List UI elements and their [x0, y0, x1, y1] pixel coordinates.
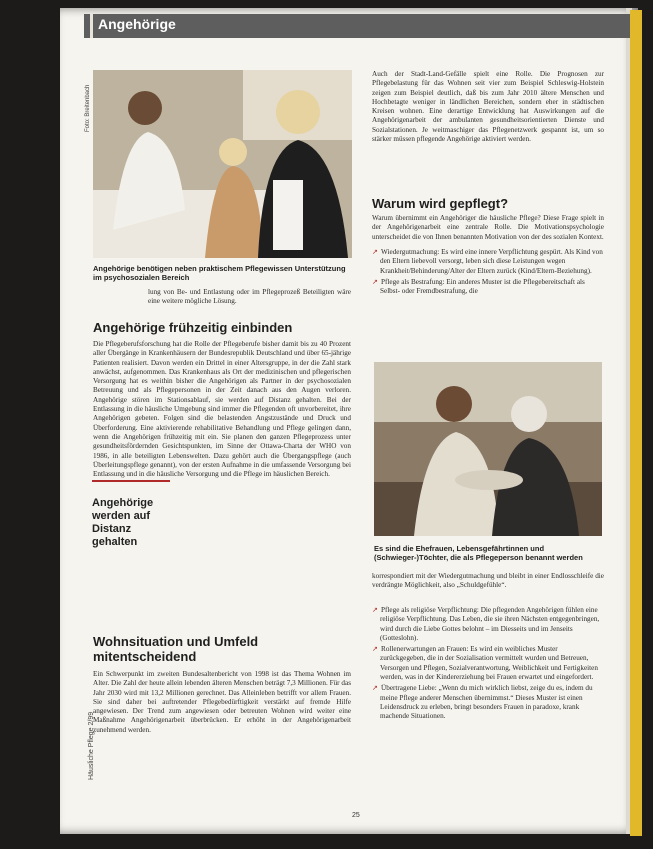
photo-caption-1: Angehörige benötigen neben praktischem Pflegewissen Unterstützung im psychosozialen Bereich	[93, 264, 346, 282]
list-item	[372, 684, 604, 721]
journal-footer: Häusliche Pflege 2/99	[88, 711, 95, 780]
arrow-marker-icon: ↗	[372, 684, 379, 693]
list-item-text: Rollenerwartungen an Frauen: Es wird ein weibliches Muster zurückgegeben, die in der Sozialisation vermittelt wurden und Betreuen, Versorgen und Pflegen, Sozialverantwortung, Weiblichkeit und Fertigkeiten werden, was in der Kindererziehung bei Frauen erwartet und eingefordert.	[380, 645, 598, 682]
motivation-list-bottom	[372, 606, 604, 796]
photo-caption-2: Es sind die Ehefrauen, Lebensgefährtinnen und (Schwieger-)Töchter, die als Pflegeperson benannt werden	[374, 544, 583, 562]
section-title-warum: Warum wird gepflegt?	[372, 196, 509, 211]
list-item-text: Pflege als Bestrafung: Ein anderes Muster ist die Pflegebereitschaft als Selbst- oder Fremdbestrafung, die	[380, 277, 585, 296]
list-item-text: Pflege als religiöse Verpflichtung: Die pflegenden Angehörigen fühlen eine religiöse Verpflichtung. Das Leben, die sie ihren Nächsten entgegenbringen, wird durch die Liebe Gottes belohnt – im Diesseits und im Jenseits (Gotteslohn).	[380, 606, 600, 642]
list-item	[372, 645, 604, 682]
arrow-marker-icon: ↗	[372, 645, 379, 654]
photo-women-kitchen	[374, 362, 602, 536]
photo-credit: Foto: Breitenbach	[85, 84, 91, 132]
list-item-text: Wiedergutmachung: Es wird eine innere Verpflichtung gespürt. Als Kind von den Eltern liebevoll versorgt, leben sich diese Leistungen wegen Krankheit/Behinderung/Alter der Eltern zurück (Kind/Eltern-Beziehung).	[380, 248, 603, 275]
photo-illustration	[93, 70, 352, 258]
list-item-text: Übertragene Liebe: „Wenn du mich wirklich liebst, zeige du es, indem du meine Pflege anderer Menschen übernimmst.“ Dieses Muster ist einen Leidensdruck zu erleben, bringt besonders Frauen in paradoxe, krank machende Situationen.	[380, 684, 593, 721]
right-continuation-text: korrespondiert mit der Wiedergutmachung und bleibt in einer Endlosschleife die verdrängte Möglichkeit, also „Schuldgefühle“.	[372, 572, 604, 590]
section-text-wohnsituation: Ein Schwerpunkt im zweiten Bundesaltenbericht von 1998 ist das Thema Wohnen im Alter. Die Zahl der heute allein lebenden älteren Menschen beträgt 7,3 Millionen. Für das Jahr 2030 wird mit 13,2 Millionen gerechnet. Das Alleinleben betrifft vor allem Frauen. Sie sind daher bei auftretender Pflegebedürftigkeit verstärkt auf fremde Hilfe angewiesen. Der Trend zum angewiesen oder betreuten Wohnen wird weiter eine Maßnahme Angehörigenarbeit überbrücken. Er erhöht in der Angehörigenarbeit zunehmend werden.	[93, 670, 351, 734]
arrow-marker-icon: ↗	[372, 606, 379, 614]
sidebar-pull-quote: Angehörige werden auf Distanz gehalten	[92, 497, 154, 548]
list-item	[372, 278, 604, 297]
page-number: 25	[352, 812, 360, 819]
header-accent-strip	[90, 14, 93, 38]
list-item	[372, 248, 604, 276]
arrow-marker-icon: ↗	[372, 248, 379, 256]
section-title-wohnsituation: Wohnsituation und Umfeld mitentscheidend	[93, 634, 259, 664]
motivation-list-top	[372, 248, 604, 356]
left-intro-text: lung von Be- und Entlastung oder im Pflegeprozeß Beteiligten wäre eine weitere mögliche Lösung.	[148, 288, 351, 306]
photo-family-consultation	[93, 70, 352, 258]
photo-illustration	[374, 362, 602, 536]
section-text-einbinden: Die Pflegeberufsforschung hat die Rolle der Pflegeberufe bisher damit bis zu 40 Prozent aller Übergänge in Krankenhäusern der Bundesrepublik Deutschland und über 65-jährige Patienten realisiert. Davon werden ein Drittel in einer Altersgruppe, in der die Zahl stark anwächst, aufgenommen. Das Krankenhaus als Ort der medizinischen und pflegerischen Versorgung hat es weithin bisher die Angehörigen als Partner in der psychosozialen Betreuung und als Pflegepersonen in der Zeit danach aus den Augen verloren. Angehörige stören im Stationsablauf, sie werden auf Distanz gehalten. Bei der Entlassung in die häusliche Umgebung sind immer die Pflegenden oft unvorbereitet, ihre Angehörigen gebeten. Folgen sind die belastenden Angstzustände und Druck und Überforderung. Eine aktivierende rehabilitative Behandlung und Pflege gelingen dann, wenn die Angehörigen frühzeitig mit ein. Sie planen den ganzen Pflegeprozess unter gesundheitsfördernden Gesichtspunkten, im Sinne der Ottawa-Charta der WHO von 1986, in alle beteiligten Lebenswelten. Dazu gehört auch die Übergangspflege (auch Überleitungspflege genannt), von der ersten Aufnahme in die umfassende Versorgung bei Entlassung und in die häusliche Versorgung und die Pflege im häuslichen Bereich.	[93, 340, 351, 479]
right-intro-text: Auch der Stadt-Land-Gefälle spielt eine Rolle. Die Prognosen zur Pflegebelastung für das Wohnen seit vier zum Beispiel Schleswig-Holstein zeigen zum Beispiel deutlich, daß bis zum Jahr 2010 ältere Menschen und Hochbetagte weniger in ländlichen Bereichen, sondern eher in städtischen Kreisen wohnen. Eine derartige Entwicklung hat Auswirkungen auf die Angehörigenarbeit der ambulanten gesundheitsorientierten Dienste und Sozialstationen. Je weitmaschiger das Pflegenetzwerk gespannt ist, um so stärker müssen pflegende Angehörige aktiviert werden.	[372, 70, 604, 144]
arrow-marker-icon: ↗	[372, 277, 379, 286]
section-text-warum: Warum übernimmt ein Angehöriger die häusliche Pflege? Diese Frage spielt in der Angehörigenarbeit eine zentrale Rolle. Die Motivationspsychologie unterscheidet die von Ihnen benannten Motivation von der des sozialen Kontext.	[372, 214, 604, 241]
sidebar-rule	[92, 480, 170, 482]
section-title-einbinden: Angehörige frühzeitig einbinden	[93, 320, 293, 335]
section-header-title: Angehörige	[98, 16, 176, 32]
list-item	[372, 606, 604, 643]
section-text-einbinden-continued	[176, 472, 351, 602]
book-cover-edge	[630, 10, 642, 836]
